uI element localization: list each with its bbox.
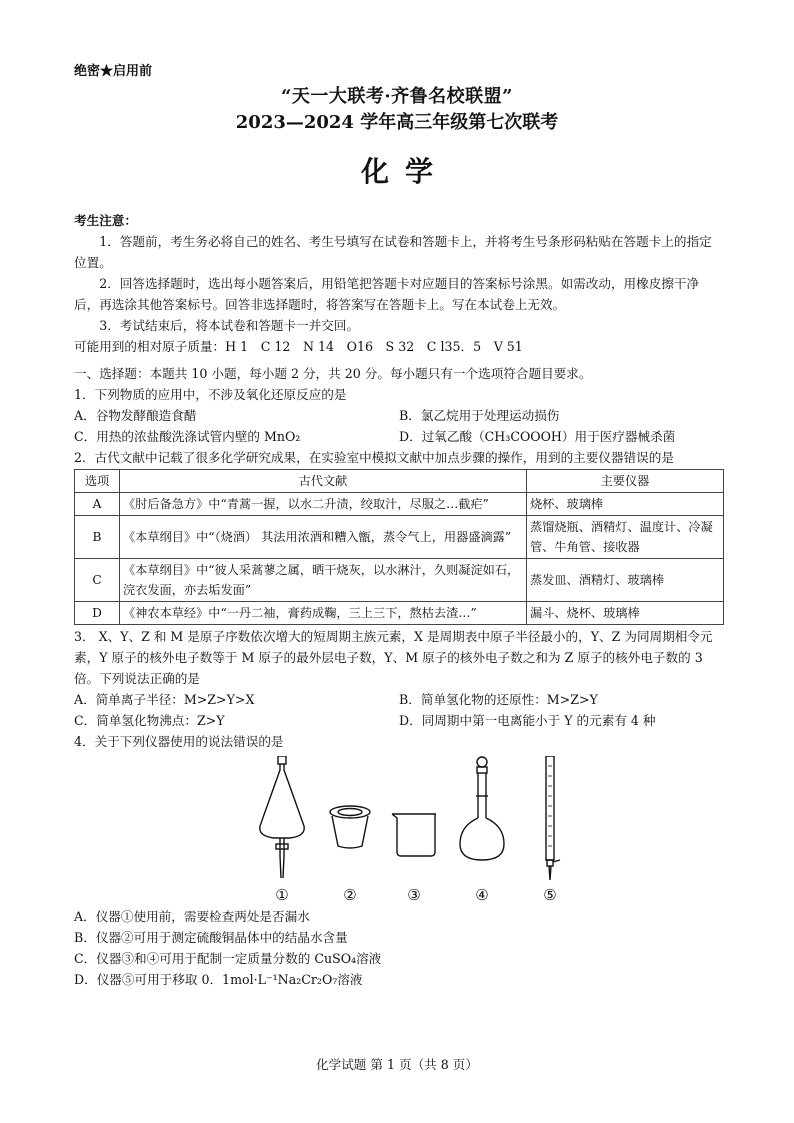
q4-option-a: A．仪器①使用前，需要检查两处是否漏水 — [74, 909, 310, 924]
q2-row-b-instruments: 蒸馏烧瓶、酒精灯、温度计、冷凝管、牛角管、接收器 — [527, 516, 724, 559]
q2-row-d-literature: 《神农本草经》中“一丹二袖，膏药成鞠，三上三下，熬枯去渣…” — [120, 602, 527, 625]
q2-row-d-option: D — [75, 602, 120, 625]
notice-item-1: 1．答题前，考生务必将自己的姓名、考生号填写在试卷和答题卡上，并将考生号条形码粘贴在答题卡上的指定位置。 — [74, 234, 712, 270]
table-row — [75, 493, 724, 516]
q1-option-d: D．过氧乙酸（CH₃COOOH）用于医疗器械杀菌 — [399, 429, 676, 444]
burette-icon — [546, 756, 560, 880]
q2-row-c-literature: 《本草纲目》中“彼人采蒿蓼之属，晒干烧灰，以水淋汁，久则凝淀如石，浣衣发面，亦去垢发面” — [120, 559, 527, 602]
q1-option-c: C．用热的浓盐酸洗涤试管内壁的 MnO₂ — [74, 429, 301, 444]
q3-option-b: B．简单氢化物的还原性：M>Z>Y — [399, 692, 598, 707]
atomic-masses: 可能用到的相对原子质量：H 1 C 12 N 14 O16 S 32 C l35．5 V 51 — [74, 339, 523, 354]
q1-stem: 1．下列物质的应用中，不涉及氧化还原反应的是 — [74, 387, 347, 402]
q2-header-instruments: 主要仪器 — [527, 470, 724, 493]
q2-row-c-instruments: 蒸发皿、酒精灯、玻璃棒 — [527, 559, 724, 602]
q1-options-row2 — [74, 426, 724, 447]
q2-row-b-option: B — [75, 516, 120, 559]
label-1: ① — [275, 886, 289, 904]
notice-item-2: 2．回答选择题时，选出每小题答案后，用铅笔把答题卡对应题目的答案标号涂黑。如需改动，用橡皮擦干净后，再选涂其他答案标号。回答非选择题时，将答案写在答题卡上。写在本试卷上无效。 — [74, 276, 700, 312]
separatory-funnel-icon — [260, 756, 304, 878]
q2-header-option: 选项 — [75, 470, 120, 493]
q4-stem: 4．关于下列仪器使用的说法错误的是 — [74, 734, 284, 749]
q4-option-d: D．仪器⑤可用于移取 0．1mol·L⁻¹Na₂Cr₂O₇溶液 — [74, 972, 363, 987]
q2-row-d-instruments: 漏斗、烧杯、玻璃棒 — [527, 602, 724, 625]
alliance-title: “天一大联考·齐鲁名校联盟” — [281, 86, 513, 107]
q3-option-a: A．简单离子半径：M>Z>Y>X — [74, 692, 255, 707]
notice-item-3: 3．考试结束后，将本试卷和答题卡一并交回。 — [99, 318, 360, 333]
q3-options-row2 — [74, 710, 724, 731]
crucible-icon — [330, 806, 370, 848]
q2-row-a-literature: 《肘后备急方》中“青蒿一握，以水二升渍，绞取汁，尽服之…截疟” — [120, 493, 527, 516]
q4-instrument-figure — [74, 756, 724, 906]
subject-title: 化学 — [360, 155, 449, 188]
label-3: ③ — [407, 886, 421, 904]
q4-option-c: C．仪器③和④可用于配制一定质量分数的 CuSO₄溶液 — [74, 951, 382, 966]
q1-option-b: B．氯乙烷用于处理运动损伤 — [399, 408, 560, 423]
q3-stem: 3． X、Y、Z 和 M 是原子序数依次增大的短周期主族元素，X 是周期表中原子半径最小的，Y、Z 为同周期相令元素，Y 原子的核外电子数等于 M 原子的最外层电子数，Y、M 原子的核外电子数之和为 Z 原子的核外电子数的 3 倍。下列说法正确的是 — [74, 629, 713, 686]
exam-body — [74, 210, 724, 990]
q1-options-row1 — [74, 405, 724, 426]
q2-row-a-option: A — [75, 493, 120, 516]
notice-heading: 考生注意： — [74, 213, 137, 228]
exam-title: 2023—2024 学年高三年级第七次联考 — [235, 112, 559, 133]
instruments-illustration — [254, 756, 614, 906]
q3-options-row1 — [74, 689, 724, 710]
q2-table-header — [75, 470, 724, 493]
q2-table — [74, 469, 724, 625]
q2-row-a-instruments: 烧杯、玻璃棒 — [527, 493, 724, 516]
label-5: ⑤ — [543, 886, 557, 904]
label-4: ④ — [475, 886, 489, 904]
q1-option-a: A．谷物发酵酿造食醋 — [74, 408, 197, 423]
confidential-label: 绝密★启用前 — [74, 64, 153, 79]
page-footer: 化学试题 第 1 页（共 8 页） — [316, 1057, 478, 1072]
q2-header-literature: 古代文献 — [120, 470, 527, 493]
table-row — [75, 559, 724, 602]
q4-option-b: B．仪器②可用于测定硫酸铜晶体中的结晶水含量 — [74, 930, 348, 945]
section-heading: 一、选择题：本题共 10 小题，每小题 2 分，共 20 分。每小题只有一个选项符合题目要求。 — [74, 366, 592, 381]
q3-option-c: C．简单氢化物沸点：Z>Y — [74, 713, 225, 728]
q2-row-b-literature: 《本草纲目》中“（烧酒） 其法用浓酒和糟入甑，蒸令气上，用器盛滴露” — [120, 516, 527, 559]
table-row — [75, 602, 724, 625]
q2-row-c-option: C — [75, 559, 120, 602]
q2-stem: 2．古代文献中记载了很多化学研究成果，在实验室中模拟文献中加点步骤的操作，用到的主要仪器错误的是 — [74, 450, 674, 465]
volumetric-flask-icon — [460, 757, 504, 860]
beaker-icon — [392, 814, 436, 856]
q3-option-d: D．同周期中第一电离能小于 Y 的元素有 4 种 — [399, 713, 656, 728]
table-row — [75, 516, 724, 559]
label-2: ② — [343, 886, 357, 904]
